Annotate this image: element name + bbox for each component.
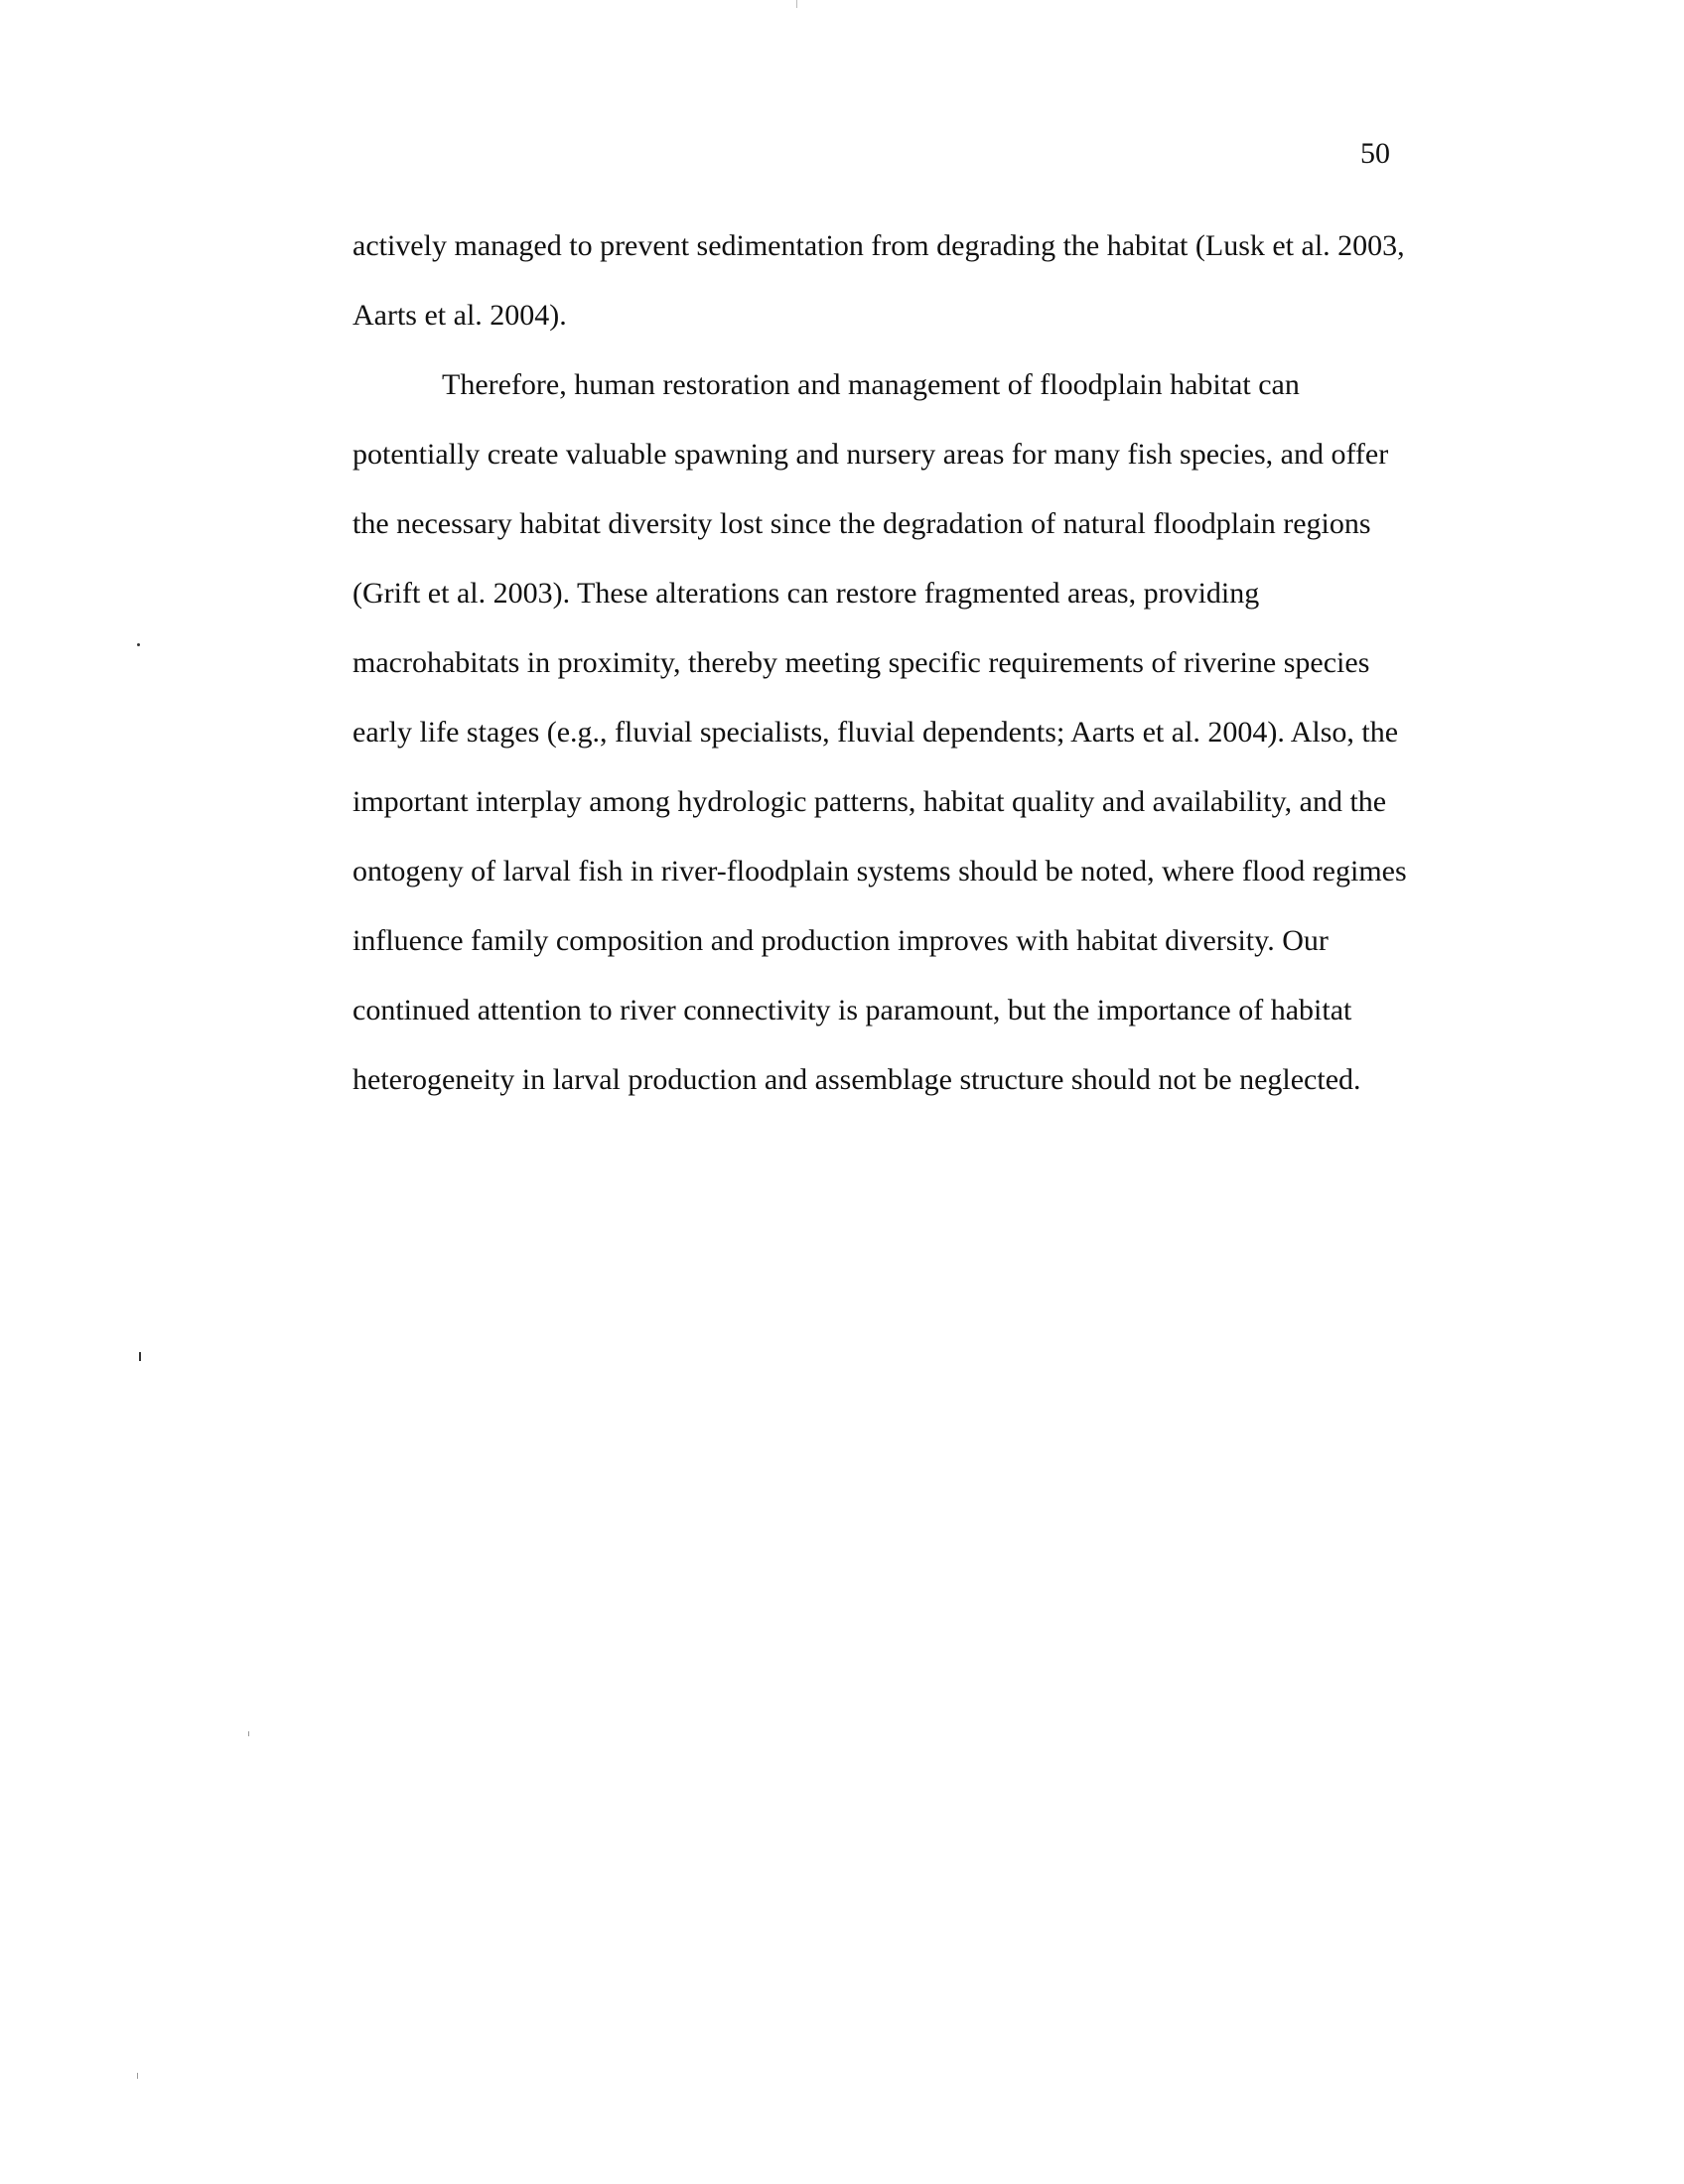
page-number: 50	[1360, 137, 1390, 170]
text-line: continued attention to river connectivity is paramount, but the importance of habitat	[352, 994, 1352, 1026]
text-line: macrohabitats in proximity, thereby meeting specific requirements of riverine species	[352, 646, 1370, 679]
text-line: important interplay among hydrologic patterns, habitat quality and availability, and the	[352, 785, 1387, 818]
text-line: early life stages (e.g., fluvial specialists, fluvial dependents; Aarts et al. 2004). Also, the	[352, 716, 1399, 749]
scan-artifact	[139, 1352, 141, 1361]
text-line: (Grift et al. 2003). These alterations can restore fragmented areas, providing	[352, 577, 1260, 610]
scan-artifact	[796, 0, 797, 8]
scan-artifact	[248, 1731, 249, 1736]
text-line: Aarts et al. 2004).	[352, 299, 567, 332]
text-line: ontogeny of larval fish in river-floodplain systems should be noted, where flood regimes	[352, 855, 1407, 887]
scan-artifact	[137, 643, 140, 646]
paragraph-start-line: Therefore, human restoration and management of floodplain habitat can	[442, 368, 1300, 401]
text-line: potentially create valuable spawning and nursery areas for many fish species, and offer	[352, 438, 1389, 471]
text-line: influence family composition and production improves with habitat diversity. Our	[352, 924, 1329, 957]
text-line: heterogeneity in larval production and assemblage structure should not be neglected.	[352, 1063, 1361, 1096]
text-line: actively managed to prevent sedimentation from degrading the habitat (Lusk et al. 2003,	[352, 229, 1405, 262]
text-line: the necessary habitat diversity lost since the degradation of natural floodplain regions	[352, 507, 1371, 540]
scan-artifact	[137, 2073, 138, 2079]
